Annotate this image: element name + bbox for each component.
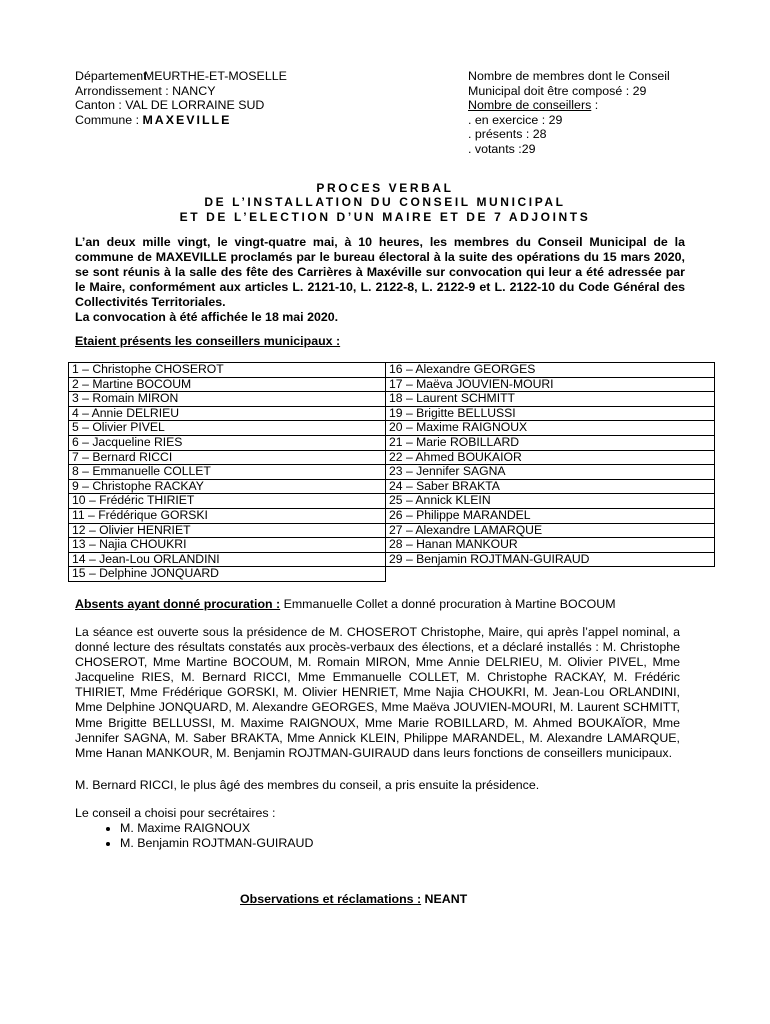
table-row bbox=[69, 392, 715, 407]
votants-count: . votants :29 bbox=[468, 141, 536, 156]
convocation-text: La convocation à été affichée le 18 mai 2020. bbox=[75, 310, 339, 324]
presents-count: . présents : 28 bbox=[468, 127, 547, 142]
absents-paragraph bbox=[75, 597, 695, 611]
table-row bbox=[69, 363, 715, 378]
table-row bbox=[69, 523, 715, 538]
arrondissement-line: Arrondissement : NANCY bbox=[75, 83, 216, 98]
present-heading: Etaient présents les conseillers municipaux : bbox=[75, 334, 341, 348]
secretaires-section bbox=[75, 806, 685, 850]
member-cell: 17 – Maëva JOUVIEN-MOURI bbox=[386, 377, 715, 392]
absents-heading: Absents ayant donné procuration : bbox=[75, 597, 281, 611]
absents-text: Emmanuelle Collet a donné procuration à Martine BOCOUM bbox=[280, 597, 616, 611]
secretaire-item: • M. Maxime RAIGNOUX bbox=[120, 821, 685, 836]
conseillers-line: Nombre de conseillers : bbox=[468, 98, 599, 113]
table-row bbox=[69, 494, 715, 509]
secretaires-intro: Le conseil a choisi pour secrétaires : bbox=[75, 806, 276, 820]
member-cell: 11 – Frédérique GORSKI bbox=[69, 508, 386, 523]
intro-paragraph bbox=[75, 235, 685, 325]
table-row bbox=[69, 567, 715, 582]
members-table bbox=[68, 362, 715, 582]
seance-paragraph: La séance est ouverte sous la présidence de M. CHOSEROT Christophe, Maire, qui après l’appel nominal, a donné lecture des résultats constatés aux procès-verbaux des élections, et a déclaré installés : M. Christophe CHOSEROT, Mme Martine BOCOUM, M. Romain MIRON, Mme Annie DELRIEU, M. Olivier PIVEL, Mme Jacqueline RIES, M. Bernard RICCI, Mme Emmanuelle COLLET, M. Christophe RACKAY, M. Frédéric THIRIET, Mme Frédérique GORSKI, M. Olivier HENRIET, Mme Najia CHOUKRI, M. Jean-Lou ORLANDINI, Mme Delphine JONQUARD, M. Alexandre GEORGES, Mme Maëva JOUVIEN-MOURI, M. Laurent SCHMITT, Mme Brigitte BELLUSSI, M. Maxime RAIGNOUX, Mme Marie ROBILLARD, M. Ahmed BOUKAÏOR, Mme Jennifer SAGNA, M. Saber BRAKTA, Mme Annick KLEIN, Philippe MARANDEL, M. Alexandre LAMARQUE, Mme Hanan MANKOUR, M. Benjamin ROJTMAN-GUIRAUD dans leurs fonctions de conseillers municipaux. bbox=[75, 625, 680, 760]
observations-value: NEANT bbox=[421, 892, 468, 906]
commune-line bbox=[75, 113, 287, 128]
table-row bbox=[69, 421, 715, 436]
title-line-1: PROCES VERBAL bbox=[316, 181, 454, 195]
member-cell: 3 – Romain MIRON bbox=[69, 392, 386, 407]
member-cell: 12 – Olivier HENRIET bbox=[69, 523, 386, 538]
document-title bbox=[0, 181, 770, 224]
member-cell: 8 – Emmanuelle COLLET bbox=[69, 465, 386, 480]
membres-line-2: Municipal doit être composé : 29 bbox=[468, 83, 647, 98]
header-right bbox=[468, 69, 670, 157]
member-cell: 25 – Annick KLEIN bbox=[386, 494, 715, 509]
commune-name: MAXEVILLE bbox=[142, 112, 232, 127]
member-cell: 5 – Olivier PIVEL bbox=[69, 421, 386, 436]
observations-heading: Observations et réclamations : bbox=[240, 892, 422, 906]
member-cell: 13 – Najia CHOUKRI bbox=[69, 538, 386, 553]
departement-line bbox=[75, 69, 287, 84]
intro-text: L’an deux mille vingt, le vingt-quatre mai, à 10 heures, les membres du Conseil Municipal de la commune de MAXEVILLE proclamés par le bureau électoral à la suite des opérations du 15 mars 2020, se sont réunis à la salle des fête des Carrières à Maxéville sur convocation qui leur a été adressée par le Maire, conformément aux articles L. 2121-10, L. 2122-8, L. 2122-9 et L. 2122-10 du Code Général des Collectivités Territoriales. bbox=[75, 235, 685, 309]
member-cell: 7 – Bernard RICCI bbox=[69, 450, 386, 465]
table-row bbox=[69, 435, 715, 450]
table-row bbox=[69, 377, 715, 392]
member-cell: 21 – Marie ROBILLARD bbox=[386, 435, 715, 450]
canton-line: Canton : VAL DE LORRAINE SUD bbox=[75, 98, 265, 113]
table-row bbox=[69, 465, 715, 480]
member-cell: 22 – Ahmed BOUKAIOR bbox=[386, 450, 715, 465]
empty-cell bbox=[386, 567, 715, 582]
commune-label: Commune : bbox=[75, 112, 143, 127]
membres-line-1: Nombre de membres dont le Conseil bbox=[468, 69, 670, 83]
member-cell: 26 – Philippe MARANDEL bbox=[386, 508, 715, 523]
member-cell: 20 – Maxime RAIGNOUX bbox=[386, 421, 715, 436]
observations-line bbox=[240, 892, 467, 906]
title-line-3: ET DE L’ELECTION D’UN MAIRE ET DE 7 ADJOINTS bbox=[179, 209, 591, 224]
member-cell: 2 – Martine BOCOUM bbox=[69, 377, 386, 392]
departement-label: Département bbox=[75, 69, 147, 83]
table-row bbox=[69, 538, 715, 553]
member-cell: 15 – Delphine JONQUARD bbox=[69, 567, 386, 582]
header-left bbox=[75, 69, 287, 127]
member-cell: 1 – Christophe CHOSEROT bbox=[69, 363, 386, 378]
table-row bbox=[69, 552, 715, 567]
en-exercice: . en exercice : 29 bbox=[468, 112, 563, 127]
member-cell: 10 – Frédéric THIRIET bbox=[69, 494, 386, 509]
table-row bbox=[69, 450, 715, 465]
presidence-paragraph: M. Bernard RICCI, le plus âgé des membres du conseil, a pris ensuite la présidence. bbox=[75, 778, 540, 792]
member-cell: 24 – Saber BRAKTA bbox=[386, 479, 715, 494]
member-cell: 18 – Laurent SCHMITT bbox=[386, 392, 715, 407]
member-cell: 29 – Benjamin ROJTMAN-GUIRAUD bbox=[386, 552, 715, 567]
member-cell: 27 – Alexandre LAMARQUE bbox=[386, 523, 715, 538]
member-cell: 19 – Brigitte BELLUSSI bbox=[386, 406, 715, 421]
member-cell: 4 – Annie DELRIEU bbox=[69, 406, 386, 421]
table-row bbox=[69, 508, 715, 523]
member-cell: 28 – Hanan MANKOUR bbox=[386, 538, 715, 553]
secretaire-item: • M. Benjamin ROJTMAN-GUIRAUD bbox=[120, 836, 685, 851]
member-cell: 23 – Jennifer SAGNA bbox=[386, 465, 715, 480]
conseillers-heading: Nombre de conseillers bbox=[468, 98, 592, 113]
table-row bbox=[69, 406, 715, 421]
departement-value: : MEURTHE-ET-MOSELLE bbox=[137, 69, 287, 83]
member-cell: 16 – Alexandre GEORGES bbox=[386, 363, 715, 378]
secretaires-list bbox=[75, 821, 685, 851]
member-cell: 9 – Christophe RACKAY bbox=[69, 479, 386, 494]
member-cell: 14 – Jean-Lou ORLANDINI bbox=[69, 552, 386, 567]
title-line-2: DE L’INSTALLATION DU CONSEIL MUNICIPAL bbox=[204, 195, 566, 210]
table-row bbox=[69, 479, 715, 494]
member-cell: 6 – Jacqueline RIES bbox=[69, 435, 386, 450]
